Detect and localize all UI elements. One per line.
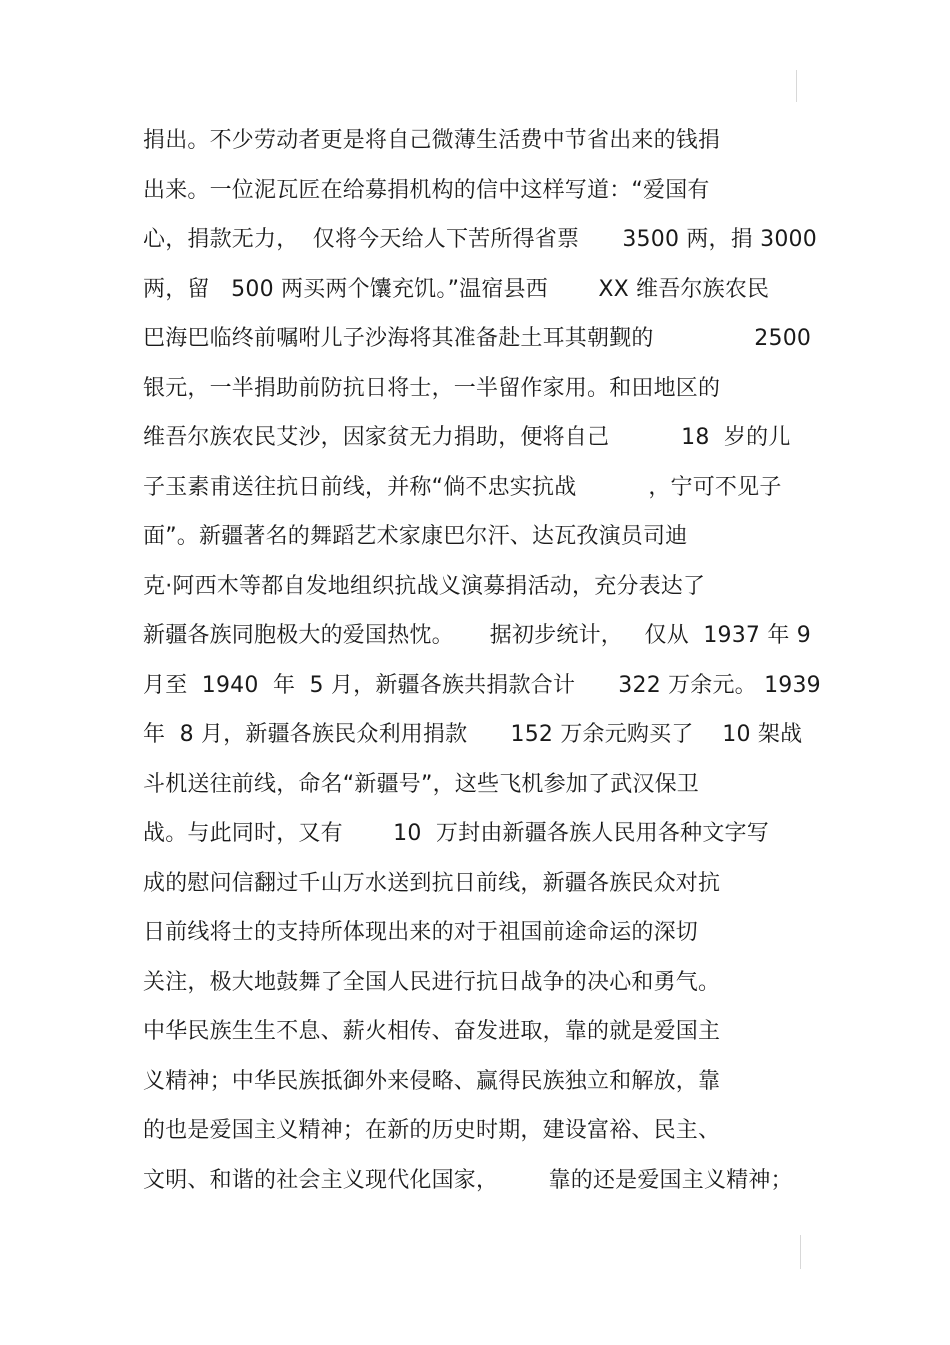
- text-line: 新疆各族同胞极大的爱国热忱。 据初步统计， 仅从 1937 年 9: [143, 623, 811, 648]
- text-line: 克·阿西木等都自发地组织抗战义演募捐活动，充分表达了: [143, 573, 706, 599]
- text-line: 年 8 月，新疆各族民众利用捐款 152 万余元购买了 10 架战: [143, 722, 803, 747]
- text-line: 文明、和谐的社会主义现代化国家， 靠的还是爱国主义精神；: [143, 1167, 793, 1193]
- text-line: 中华民族生生不息、薪火相传、奋发进取，靠的就是爱国主: [143, 1019, 721, 1044]
- text-line: 心，捐款无力， 仅将今天给人下苦所得省票 3500 两，捐 3000: [143, 227, 817, 252]
- text-line: 捐出。不少劳动者更是将自己微薄生活费中节省出来的钱捐: [143, 128, 721, 153]
- text-line: 月至 1940 年 5 月，新疆各族共捐款合计 322 万余元。 1939: [143, 672, 821, 698]
- text-line: 银元，一半捐助前防抗日将士，一半留作家用。和田地区的: [143, 375, 721, 401]
- text-line: 巴海巴临终前嘱咐儿子沙海将其准备赴土耳其朝觐的 2500: [143, 326, 812, 351]
- text-line: 子玉素甫送往抗日前线，并称“倘不忠实抗战 ，宁可不见子: [143, 474, 782, 500]
- text-line: 维吾尔族农民艾沙，因家贫无力捐助，便将自己 18 岁的儿: [143, 425, 791, 450]
- text-line: 出来。一位泥瓦匠在给募捐机构的信中这样写道：“爱国有: [143, 177, 710, 203]
- text-line: 关注，极大地鼓舞了全国人民进行抗日战争的决心和勇气。: [143, 969, 721, 995]
- document-body: [143, 118, 823, 1207]
- text-line: 面”。新疆著名的舞蹈艺术家康巴尔汗、达瓦孜演员司迪: [143, 524, 688, 549]
- text-line: 战。与此同时，又有 10 万封由新疆各族人民用各种文字写: [143, 821, 769, 846]
- text-line: 日前线将士的支持所体现出来的对于祖国前途命运的深切: [143, 920, 699, 945]
- text-line: 的也是爱国主义精神；在新的历史时期，建设富裕、民主、: [143, 1118, 721, 1143]
- text-line: 成的慰问信翻过千山万水送到抗日前线，新疆各族民众对抗: [143, 870, 721, 896]
- text-line: 义精神；中华民族抵御外来侵略、赢得民族独立和解放，靠: [143, 1068, 721, 1094]
- text-line: 斗机送往前线，命名“新疆号”，这些飞机参加了武汉保卫: [143, 771, 699, 797]
- page-edge-mark-bottom: [800, 1235, 801, 1269]
- text-line: 两，留 500 两买两个馕充饥。”温宿县西 XX 维吾尔族农民: [143, 276, 770, 302]
- page-edge-mark-top: [796, 70, 797, 102]
